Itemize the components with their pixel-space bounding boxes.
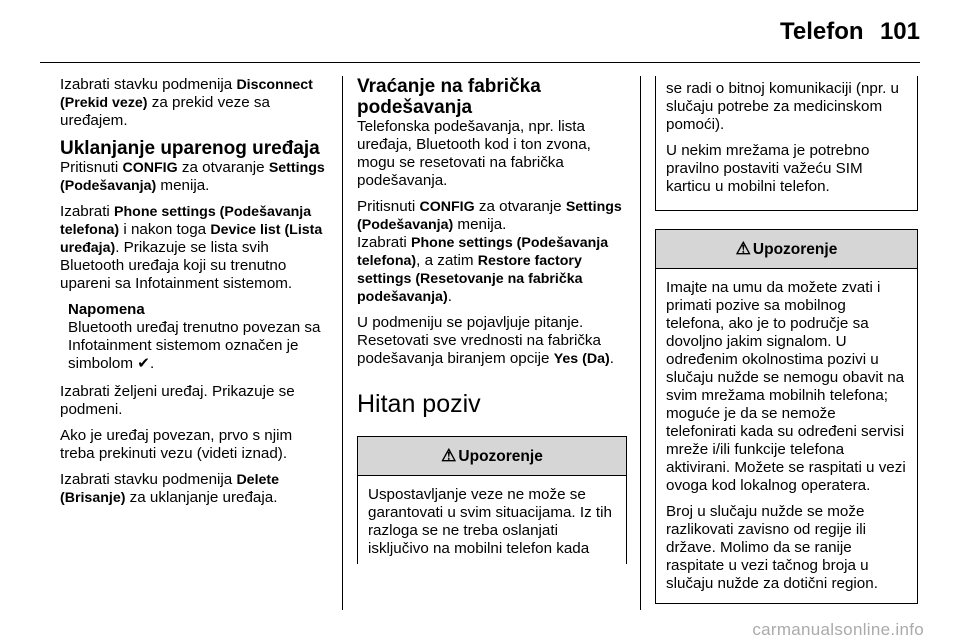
section-heading-factory-reset: Vraćanje na fabrička podešavanja xyxy=(357,76,541,118)
warning-text-network: Imajte na umu da možete zvati i primati pozive sa mobilnog telefona, ako je to područje sa dovoljno jakim signalom. U određenim okolnostima pozivi u slučaju nužde se nemogu obavit na svim mrežama mobilnih telefona; moguće je da se nemože telefonirati kada su određeni servisi mreže i/ili funkcije telefona aktivirani. Možete se raspitati u vezi ovoga kod lokalnog operatera. xyxy=(666,279,906,494)
text: U podmeniju se pojavljuje pitanje. Resetovati sve vrednosti na fabrička podešavanja biranjem opcije xyxy=(357,314,601,367)
menu-term: Settings (Podešavanja) xyxy=(60,160,325,194)
page-title: Telefon xyxy=(780,18,864,45)
watermark: carmanualsonline.info xyxy=(752,620,924,639)
menu-term: Phone settings (Podešavanja telefona) xyxy=(60,204,312,238)
column-2 xyxy=(357,76,627,564)
paragraph-confirm xyxy=(357,314,627,368)
warning-box-2 xyxy=(655,229,918,604)
text: za otvaranje xyxy=(177,159,269,176)
menu-term: Disconnect (Prekid veze) xyxy=(60,77,313,111)
header-divider xyxy=(40,62,920,63)
menu-term: Phone settings (Podešavanja telefona) xyxy=(357,235,609,269)
text: Izabrati stavku podmenija xyxy=(60,76,237,93)
text: za uklanjanje uređaja. xyxy=(125,489,278,506)
checkmark-icon: ✔ xyxy=(137,355,150,372)
warning-text: Uspostavljanje veze ne može se garantovati u svim situacijama. Iz tih razloga se ne treba oslanjati isključivo na mobilni telefon kada xyxy=(368,486,612,557)
warning-header xyxy=(358,437,626,476)
paragraph-device-list xyxy=(60,203,330,293)
menu-term: Delete (Brisanje) xyxy=(60,472,280,506)
button-term: CONFIG xyxy=(122,160,178,176)
paragraph-disconnect-first: Ako je uređaj povezan, prvo s njim treba prekinuti vezu (videti iznad). xyxy=(60,427,293,462)
warning-header xyxy=(656,230,917,269)
section-heading-emergency-call: Hitan poziv xyxy=(357,390,481,418)
warning-triangle-icon: ⚠ xyxy=(735,239,751,258)
text: , a zatim xyxy=(416,252,478,269)
text: . xyxy=(447,288,452,305)
text: Izabrati xyxy=(60,203,115,220)
paragraph-config xyxy=(60,159,330,195)
text: i nakon toga xyxy=(119,221,211,238)
page-number: 101 xyxy=(879,18,920,45)
paragraph-phone-settings: Telefonska podešavanja, npr. lista uređaja, Bluetooth kod i ton zvona, mogu se resetovati na fabrička podešavanja. xyxy=(357,118,591,189)
column-divider-1 xyxy=(342,76,343,610)
warning-box-continued xyxy=(655,76,918,211)
text: menija. xyxy=(453,216,507,233)
text: Izabrati stavku podmenija xyxy=(60,471,237,488)
note-block: Napomena Bluetooth uređaj trenutno povezan sa Infotainment sistemom označen je simbolom ✔. xyxy=(68,301,321,372)
text: Pritisnuti xyxy=(357,198,420,215)
column-1 xyxy=(60,76,330,515)
text: menija. xyxy=(156,177,210,194)
paragraph-delete xyxy=(60,471,330,507)
text: za prekid veze sa uređajem. xyxy=(60,94,270,129)
column-3 xyxy=(655,76,918,604)
text: Izabrati xyxy=(357,234,412,251)
text: . Prikazuje se lista svih Bluetooth uređaja koji su trenutno upareni sa Infotainment sistemom. xyxy=(60,239,293,292)
warning-triangle-icon: ⚠ xyxy=(441,446,457,465)
paragraph-restore xyxy=(357,198,627,306)
warning-title: Upozorenje xyxy=(458,448,543,465)
button-term: CONFIG xyxy=(419,199,475,215)
warning-text-continued: se radi o bitnoj komunikaciji (npr. u slučaju potrebe za medicinskom pomoći). xyxy=(666,80,899,133)
warning-text-emergency-number: Broj u slučaju nužde se može razlikovati zavisno od regije ili države. Molimo da se ranije raspitate u vezi tačnog broja u slučaju nužde za dotični region. xyxy=(666,503,878,592)
note-text: Bluetooth uređaj trenutno povezan sa Infotainment sistemom označen je simbolom xyxy=(68,319,321,372)
text: za otvaranje xyxy=(474,198,566,215)
paragraph-disconnect xyxy=(60,76,330,130)
column-divider-2 xyxy=(640,76,641,610)
warning-body xyxy=(358,476,626,564)
warning-title: Upozorenje xyxy=(752,241,838,258)
menu-term: Device list (Lista uređaja) xyxy=(60,222,323,256)
option-term: Yes (Da) xyxy=(553,351,610,367)
paragraph-select-device: Izabrati željeni uređaj. Prikazuje se podmeni. xyxy=(60,383,295,418)
section-heading-remove-device: Uklanjanje uparenog uređaja xyxy=(60,138,320,159)
menu-term: Settings (Podešavanja) xyxy=(357,199,622,233)
warning-text-sim: U nekim mrežama je potrebno pravilno postaviti važeću SIM karticu u mobilni telefon. xyxy=(666,142,870,195)
warning-box xyxy=(357,436,627,564)
warning-body xyxy=(656,269,917,603)
text: Pritisnuti xyxy=(60,159,123,176)
menu-term: Restore factory settings (Resetovanje na fabrička podešavanja) xyxy=(357,253,583,305)
text: . xyxy=(609,350,614,367)
note-title: Napomena xyxy=(68,301,145,318)
